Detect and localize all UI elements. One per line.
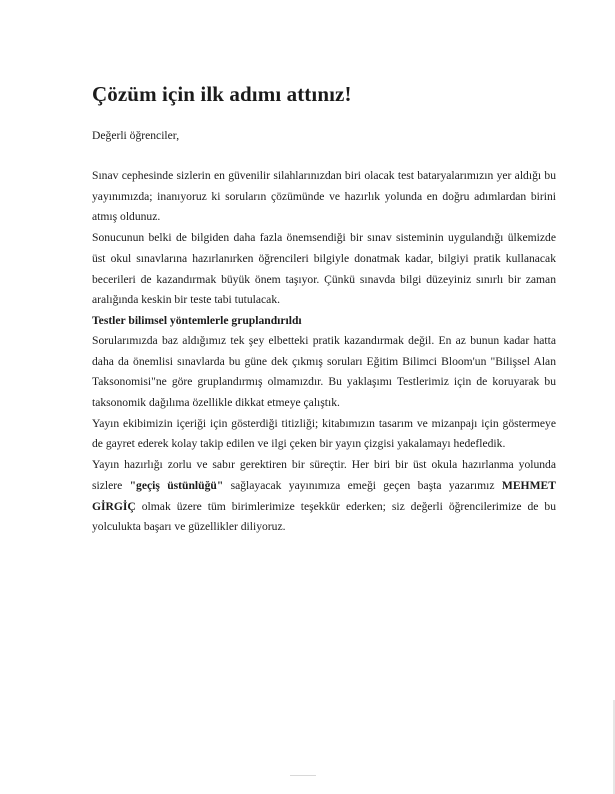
scan-artifact <box>290 775 316 776</box>
ack-bold-phrase: "geçiş üstünlüğü" <box>129 478 224 492</box>
ack-text-3: olmak üzere tüm birimlerimize teşekkür ederken; siz değerli öğrencilerimize de bu yolculukta başarı ve güzellikler diliyoruz. <box>92 499 556 534</box>
ack-text-1: Yayın hazırlığı zorlu ve sabır gerektiren bir süreçtir. Her biri bir üst okula hazırlanma yolunda sizlere <box>92 458 556 492</box>
paragraph-exam-system: Sonucunun belki de bilgiden daha fazla önemsendiği bir sınav sisteminin uygulandığı ülkemizde üst okul sınavlarına hazırlanırken öğrencileri bilgiyle donatmak kadar, bilgiyi pratik kullanacak becerileri de kazandırmak büyük önem taşıyor. Çünkü sınavda bilgi düzeyiniz sınırlı bir zaman aralığında keskin bir teste tabi tutulacak. <box>92 231 556 307</box>
paragraph-intro: Sınav cephesinde sizlerin en güvenilir silahlarınızdan biri olacak test bataryalarımızın yer aldığı bu yayınımızda; inanıyoruz ki soruların çözümünde ve hazırlık yolunda en doğru adımlardan birini atmış oldunuz. <box>92 169 556 224</box>
author-name: MEHMET GİRGİÇ <box>92 478 556 513</box>
paragraph-acknowledgement <box>92 455 556 538</box>
greeting: Değerli öğrenciler, <box>92 129 180 142</box>
paragraph-editorial-team: Yayın ekibimizin içeriği için gösterdiği titizliği; kitabımızın tasarım ve mizanpajı için göstermeye de gayret ederek kolay takip edilen ve ilgi çeken bir yayın çizgisi yakalamayı hedefledik. <box>92 416 556 451</box>
ack-text-2: sağlayacak yayınımıza emeği geçen başta yazarımız <box>223 478 502 492</box>
page-content <box>92 82 556 538</box>
section-heading: Testler bilimsel yöntemlerle gruplandırıldı <box>92 313 302 327</box>
page-title: Çözüm için ilk adımı attınız! <box>92 82 352 106</box>
paragraph-bloom-taxonomy: Sorularımızda baz aldığımız tek şey elbetteki pratik kazandırmak değil. En az bunun kadar hatta daha da önemlisi sınavlarda bu güne dek çıkmış soruları Eğitim Bilimci Bloom'un "Bilişsel Alan Taksonomisi"ne göre gruplandırmış olmamızdır. Bu yaklaşımı Testlerimiz için de koruyarak bu taksonomik dağılıma özellikle dikkat etmeye çalıştık. <box>92 333 556 410</box>
